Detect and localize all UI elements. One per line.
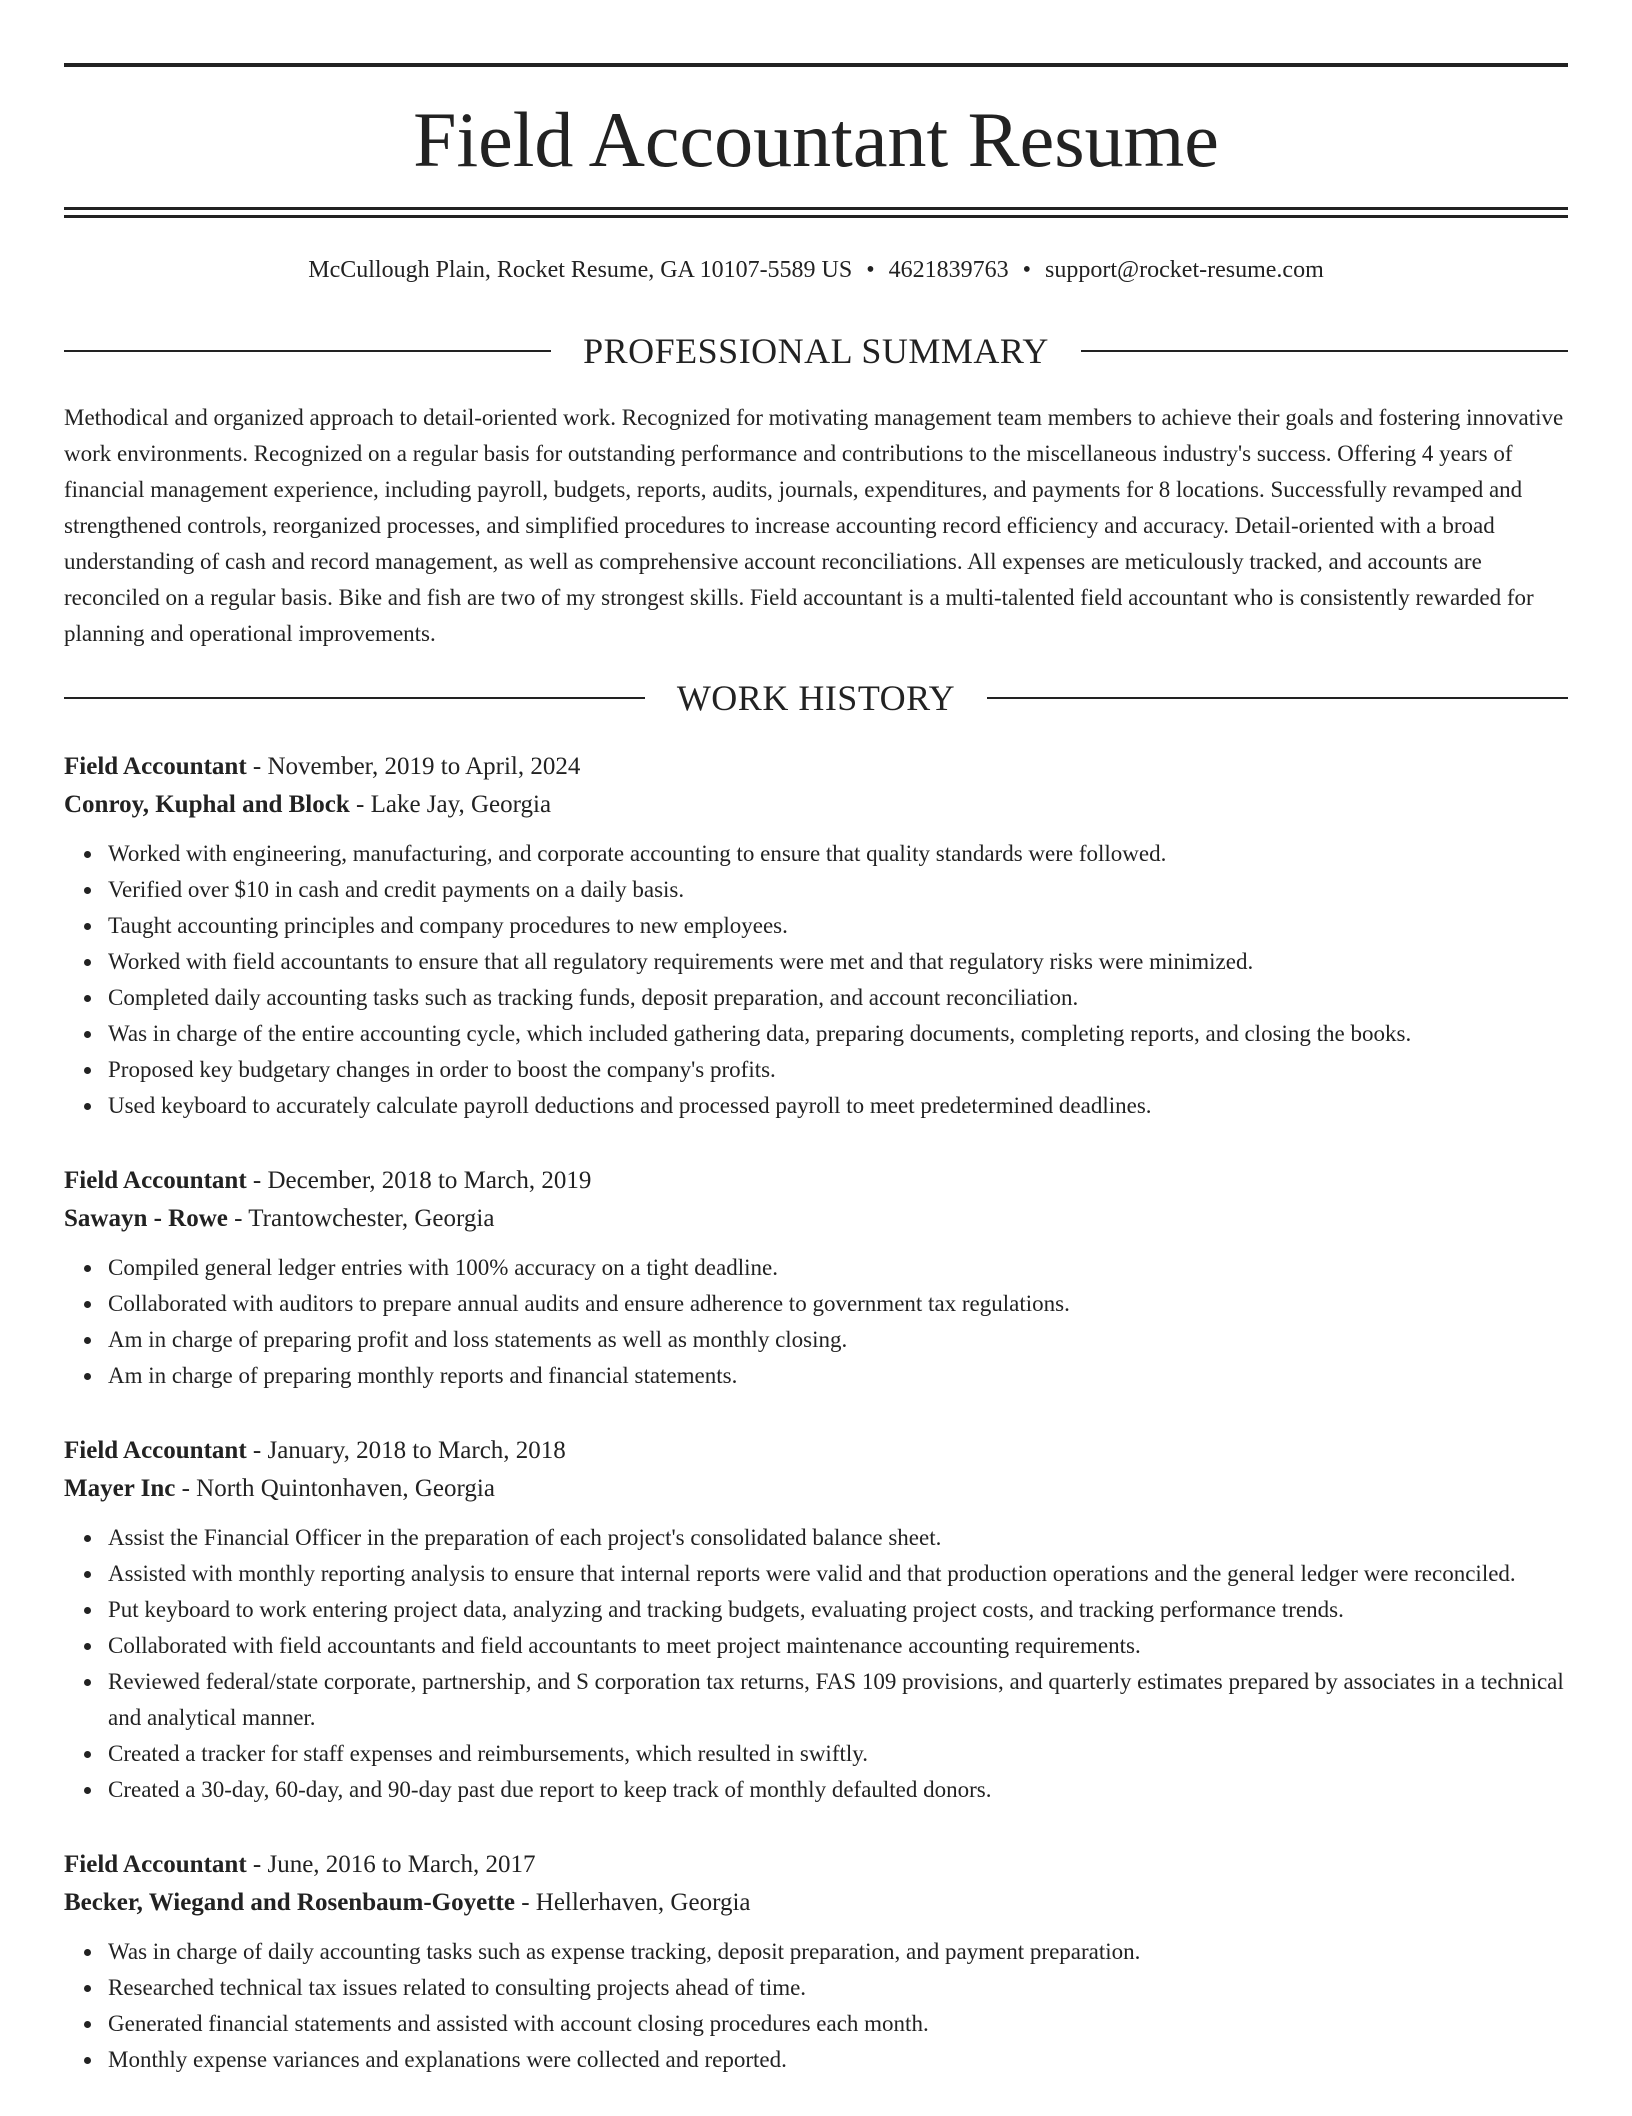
heading-rule-right (1081, 350, 1568, 352)
job-title-line (64, 1846, 1568, 1884)
job-location: - Hellerhaven, Georgia (514, 1889, 751, 1916)
job-bullets (64, 836, 1568, 1124)
job-title: Field Accountant (64, 1851, 247, 1878)
job-bullet: Was in charge of the entire accounting cycle, which included gathering data, preparing documents, completing reports, and closing the books. (108, 1016, 1568, 1052)
contact-separator: • (1022, 257, 1032, 283)
job-entry (64, 1432, 1568, 1808)
heading-rule-left (64, 697, 645, 699)
job-entry (64, 748, 1568, 1124)
job-title: Field Accountant (64, 1437, 247, 1464)
job-bullet: Worked with engineering, manufacturing, and corporate accounting to ensure that quality standards were followed. (108, 836, 1568, 872)
contact-email: support@rocket-resume.com (1045, 257, 1324, 283)
top-rule (64, 63, 1568, 67)
job-company: Conroy, Kuphal and Block (64, 791, 350, 818)
job-location: - Trantowchester, Georgia (227, 1205, 495, 1232)
section-title: WORK HISTORY (676, 678, 956, 718)
job-bullets (64, 1250, 1568, 1394)
heading-rule-right (987, 697, 1568, 699)
job-location: - North Quintonhaven, Georgia (175, 1475, 495, 1502)
job-bullet: Created a 30-day, 60-day, and 90-day past due report to keep track of monthly defaulted donors. (108, 1772, 1568, 1808)
job-title-line (64, 1162, 1568, 1200)
job-bullet: Researched technical tax issues related to consulting projects ahead of time. (108, 1970, 1568, 2006)
job-bullet: Was in charge of daily accounting tasks such as expense tracking, deposit preparation, and payment preparation. (108, 1934, 1568, 1970)
job-bullet: Verified over $10 in cash and credit payments on a daily basis. (108, 872, 1568, 908)
job-bullet: Monthly expense variances and explanations were collected and reported. (108, 2042, 1568, 2078)
job-bullet: Am in charge of preparing monthly reports and financial statements. (108, 1358, 1568, 1394)
job-company-line (64, 1470, 1568, 1508)
work-history-list (64, 748, 1568, 2116)
job-bullet: Completed daily accounting tasks such as tracking funds, deposit preparation, and account reconciliation. (108, 980, 1568, 1016)
job-bullet: Reviewed federal/state corporate, partnership, and S corporation tax returns, FAS 109 provisions, and quarterly estimates prepared by associates in a technical and analytical manner. (108, 1664, 1568, 1736)
section-heading-summary (64, 329, 1568, 373)
job-location: - Lake Jay, Georgia (349, 791, 552, 818)
job-bullet: Collaborated with field accountants and field accountants to meet project maintenance accounting requirements. (108, 1628, 1568, 1664)
contact-phone: 4621839763 (888, 257, 1009, 283)
job-bullet: Assist the Financial Officer in the preparation of each project's consolidated balance sheet. (108, 1520, 1568, 1556)
job-bullet: Worked with field accountants to ensure that all regulatory requirements were met and that regulatory risks were minimized. (108, 944, 1568, 980)
title-rule-lower (64, 215, 1568, 218)
job-company: Mayer Inc (64, 1475, 176, 1502)
job-title: Field Accountant (64, 753, 247, 780)
section-heading-work-history (64, 676, 1568, 720)
job-bullet: Assisted with monthly reporting analysis to ensure that internal reports were valid and that production operations and the general ledger were reconciled. (108, 1556, 1568, 1592)
job-dates: - January, 2018 to March, 2018 (246, 1437, 566, 1464)
job-title: Field Accountant (64, 1167, 247, 1194)
job-bullet: Put keyboard to work entering project data, analyzing and tracking budgets, evaluating project costs, and tracking performance trends. (108, 1592, 1568, 1628)
job-bullet: Am in charge of preparing profit and loss statements as well as monthly closing. (108, 1322, 1568, 1358)
job-bullet: Generated financial statements and assisted with account closing procedures each month. (108, 2006, 1568, 2042)
job-dates: - June, 2016 to March, 2017 (246, 1851, 536, 1878)
job-bullet: Created a tracker for staff expenses and reimbursements, which resulted in swiftly. (108, 1736, 1568, 1772)
contact-address: McCullough Plain, Rocket Resume, GA 10107-5589 US (308, 257, 853, 283)
job-entry (64, 1846, 1568, 2078)
job-title-line (64, 1432, 1568, 1470)
title-rule-upper (64, 207, 1568, 210)
heading-rule-left (64, 350, 551, 352)
job-bullet: Compiled general ledger entries with 100% accuracy on a tight deadline. (108, 1250, 1568, 1286)
job-bullets (64, 1934, 1568, 2078)
page-title: Field Accountant Resume (413, 96, 1219, 183)
job-bullets (64, 1520, 1568, 1808)
contact-info (64, 253, 1568, 287)
job-company-line (64, 786, 1568, 824)
job-bullet: Collaborated with auditors to prepare annual audits and ensure adherence to government tax regulations. (108, 1286, 1568, 1322)
job-dates: - November, 2019 to April, 2024 (246, 753, 581, 780)
job-dates: - December, 2018 to March, 2019 (246, 1167, 592, 1194)
job-bullet: Used keyboard to accurately calculate payroll deductions and processed payroll to meet predetermined deadlines. (108, 1088, 1568, 1124)
contact-separator: • (866, 257, 875, 283)
job-company: Sawayn - Rowe (64, 1205, 228, 1232)
section-title: PROFESSIONAL SUMMARY (583, 331, 1049, 371)
summary-text: Methodical and organized approach to detail-oriented work. Recognized for motivating management team members to achieve their goals and fostering innovative work environments. Recognized on a regular basis for outstanding performance and contributions to the miscellaneous industry's success. Offering 4 years of financial management experience, including payroll, budgets, reports, audits, journals, expenditures, and payments for 8 locations. Successfully revamped and strengthened controls, reorganized processes, and simplified procedures to increase accounting record efficiency and accuracy. Detail-oriented with a broad understanding of cash and record management, as well as comprehensive account reconciliations. All expenses are meticulously tracked, and accounts are reconciled on a regular basis. Bike and fish are two of my strongest skills. Field accountant is a multi-talented field accountant who is consistently rewarded for planning and operational improvements. (64, 405, 1564, 646)
job-company: Becker, Wiegand and Rosenbaum-Goyette (64, 1889, 515, 1916)
job-company-line (64, 1200, 1568, 1238)
job-title-line (64, 748, 1568, 786)
job-entry (64, 1162, 1568, 1394)
job-bullet: Taught accounting principles and company procedures to new employees. (108, 908, 1568, 944)
job-company-line (64, 1884, 1568, 1922)
job-bullet: Proposed key budgetary changes in order to boost the company's profits. (108, 1052, 1568, 1088)
